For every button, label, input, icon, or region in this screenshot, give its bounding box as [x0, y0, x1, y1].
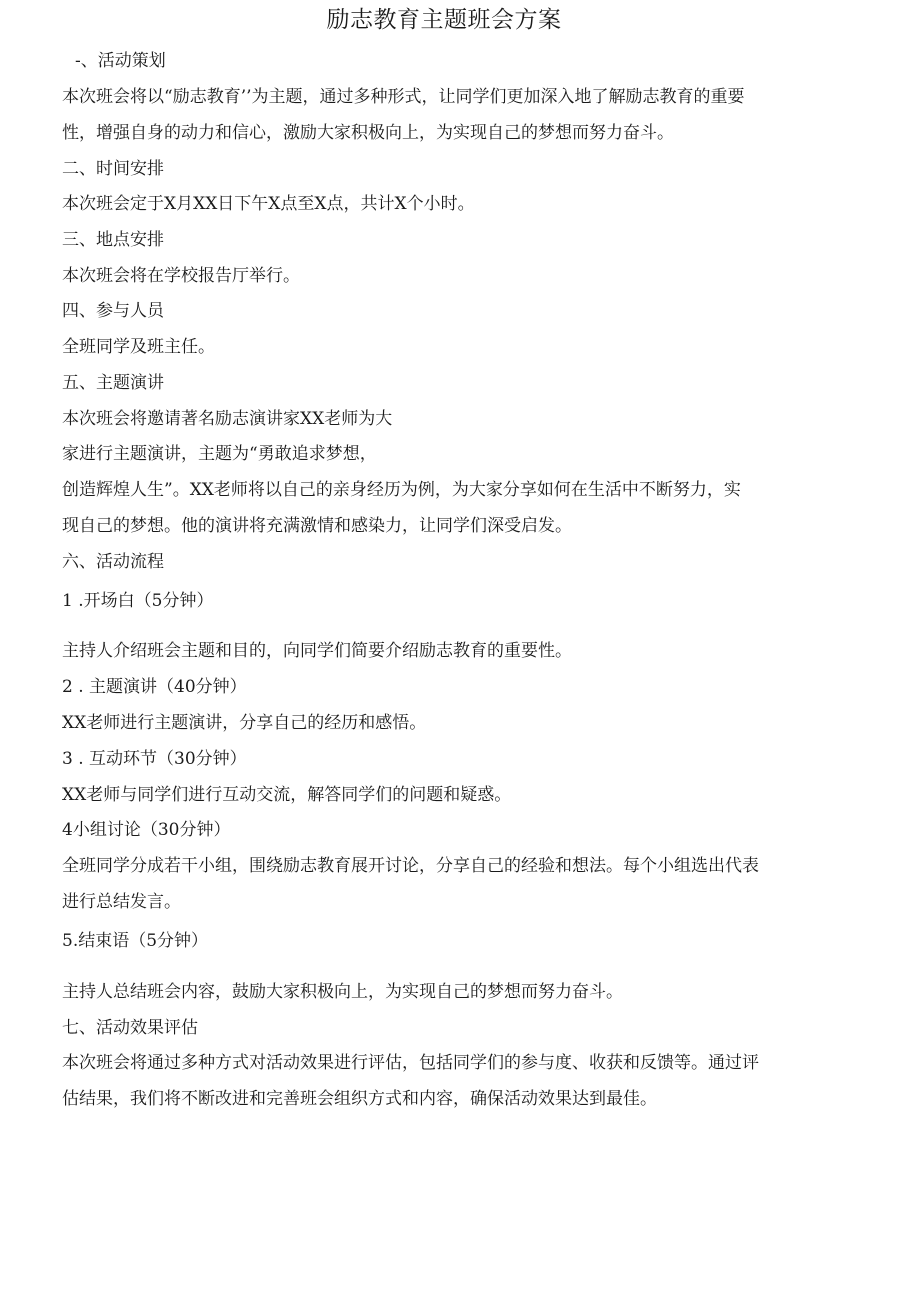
agenda-item-heading: 5.结束语（5分钟） — [62, 931, 209, 951]
section-heading-participants: 四、参与人员 — [62, 301, 164, 321]
section-heading-keynote: 五、主题演讲 — [62, 373, 164, 393]
paragraph-line: 估结果，我们将不断改进和完善班会组织方式和内容，确保活动效果达到最佳。 — [62, 1089, 657, 1109]
paragraph-line: 主持人介绍班会主题和目的，向同学们简要介绍励志教育的重要性。 — [62, 641, 572, 661]
agenda-item-heading: 1 .开场白（5分钟） — [62, 591, 214, 611]
section-heading-agenda: 六、活动流程 — [62, 552, 164, 572]
section-heading-activity-planning: -、活动策划 — [75, 51, 166, 71]
paragraph-line: 家进行主题演讲，主题为“勇敢追求梦想， — [62, 444, 377, 464]
paragraph-line: 现自己的梦想。他的演讲将充满激情和感染力，让同学们深受启发。 — [62, 516, 572, 536]
paragraph-line: 本次班会定于X月XX日下午X点至X点，共计X个小时。 — [62, 194, 475, 214]
section-heading-location: 三、地点安排 — [62, 230, 164, 250]
paragraph-line: XX老师进行主题演讲，分享自己的经历和感悟。 — [62, 713, 427, 733]
paragraph-line: 全班同学分成若干小组，围绕励志教育展开讨论，分享自己的经验和想法。每个小组选出代表 — [62, 856, 759, 876]
paragraph-line: 全班同学及班主任。 — [62, 337, 215, 357]
section-heading-time: 二、时间安排 — [62, 159, 164, 179]
paragraph-line: 主持人总结班会内容，鼓励大家积极向上，为实现自己的梦想而努力奋斗。 — [62, 982, 623, 1002]
agenda-item-heading: 2 . 主题演讲（40分钟） — [62, 677, 247, 697]
paragraph-line: 进行总结发言。 — [62, 892, 181, 912]
paragraph-line: 性，增强自身的动力和信心，激励大家积极向上，为实现自己的梦想而努力奋斗。 — [62, 123, 674, 143]
paragraph-line: 本次班会将通过多种方式对活动效果进行评估，包括同学们的参与度、收获和反馈等。通过评 — [62, 1053, 759, 1073]
document-title: 励志教育主题班会方案 — [326, 7, 562, 33]
paragraph-line: XX老师与同学们进行互动交流，解答同学们的问题和疑惑。 — [62, 785, 512, 805]
section-heading-evaluation: 七、活动效果评估 — [62, 1018, 198, 1038]
paragraph-line: 创造辉煌人生”。XX老师将以自己的亲身经历为例，为大家分享如何在生活中不断努力，实 — [62, 480, 741, 500]
agenda-item-heading: 4小组讨论（30分钟） — [62, 820, 231, 840]
paragraph-line: 本次班会将在学校报告厅举行。 — [62, 266, 300, 286]
paragraph-line: 本次班会将邀请著名励志演讲家XX老师为大 — [62, 409, 393, 429]
paragraph-line: 本次班会将以“励志教育’’为主题，通过多种形式，让同学们更加深入地了解励志教育的重要 — [62, 87, 745, 107]
agenda-item-heading: 3 . 互动环节（30分钟） — [62, 749, 247, 769]
